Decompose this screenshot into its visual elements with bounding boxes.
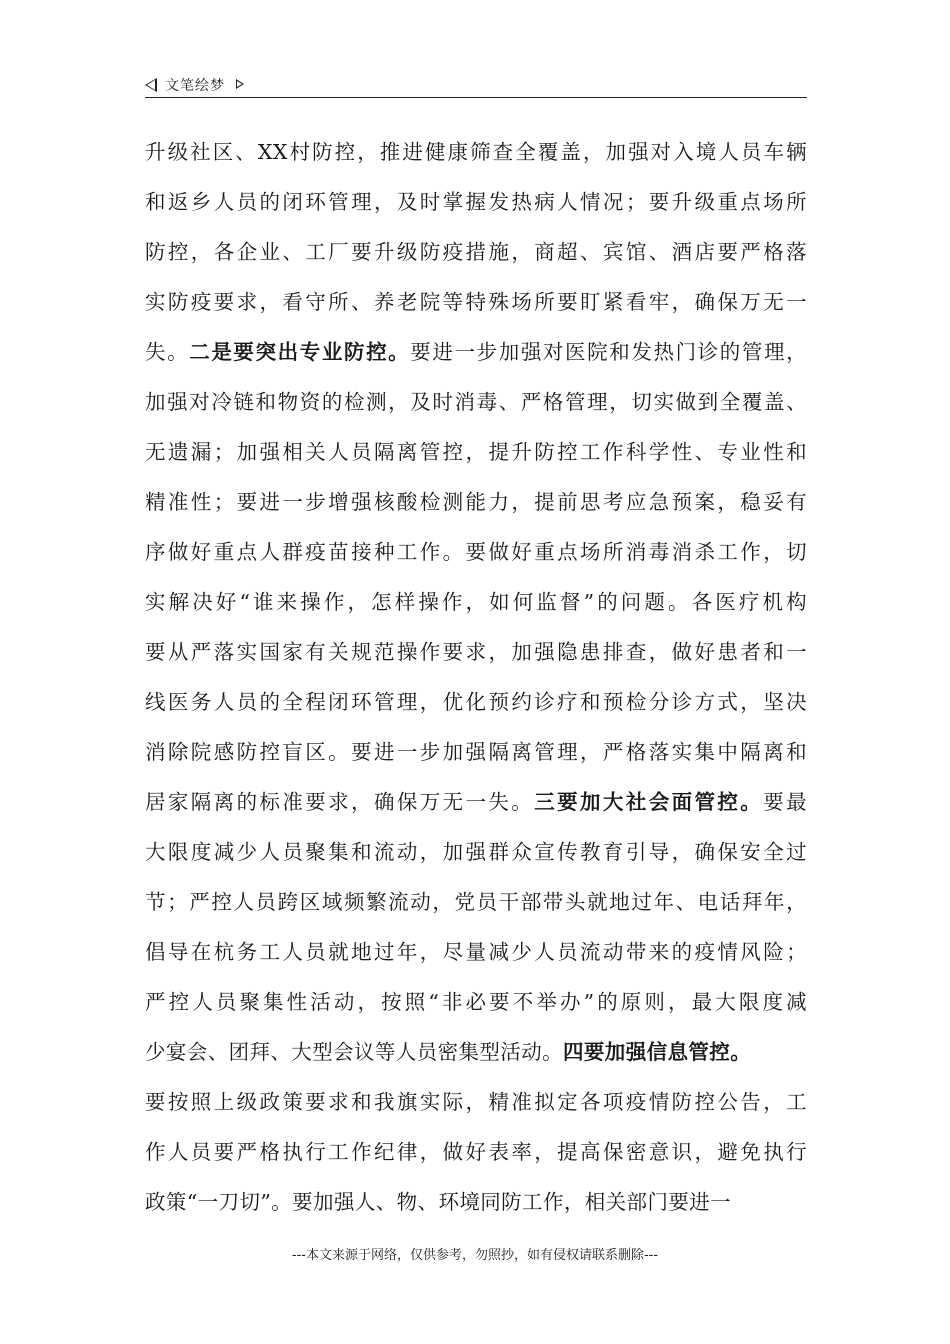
text-segment: 实防疫要求，看守所、养老院等特殊场所要盯紧看牢，确保万无一 bbox=[145, 290, 807, 314]
text-segment: 政策“一刀切”。要加强人、物、环境同防工作，相关部门要进一 bbox=[145, 1190, 732, 1214]
text-line bbox=[145, 1077, 807, 1127]
text-segment: 防控，各企业、工厂要升级防疫措施，商超、宾馆、酒店要严格落 bbox=[145, 240, 807, 264]
page-header bbox=[145, 72, 807, 98]
bold-heading-segment: 二是要突出专业防控。 bbox=[189, 340, 411, 364]
text-segment: 倡导在杭务工人员就地过年，尽量减少人员流动带来的疫情风险； bbox=[145, 940, 807, 964]
text-segment: 升级社区、XX村防控，推进健康筛查全覆盖，加强对入境人员车辆 bbox=[145, 140, 807, 164]
text-segment: 无遗漏；加强相关人员隔离管控，提升防控工作科学性、专业性和 bbox=[145, 440, 807, 464]
text-line bbox=[145, 177, 807, 227]
text-line bbox=[145, 527, 807, 577]
header-brand: 文笔绘梦 bbox=[165, 78, 225, 94]
text-segment: 要从严落实国家有关规范操作要求，加强隐患排查，做好患者和一 bbox=[145, 640, 807, 664]
text-segment: 要按照上级政策要求和我旗实际，精准拟定各项疫情防控公告，工 bbox=[145, 1090, 807, 1114]
text-segment: 序做好重点人群疫苗接种工作。要做好重点场所消毒消杀工作，切 bbox=[145, 540, 807, 564]
text-line bbox=[145, 427, 807, 477]
text-segment: 加强对冷链和物资的检测，及时消毒、严格管理，切实做到全覆盖、 bbox=[145, 390, 807, 414]
text-line bbox=[145, 327, 807, 377]
left-triangle-icon bbox=[145, 78, 157, 92]
text-line bbox=[145, 277, 807, 327]
text-segment: 少宴会、团拜、大型会议等人员密集型活动。 bbox=[145, 1040, 563, 1064]
text-segment: 消除院感防控盲区。要进一步加强隔离管理，严格落实集中隔离和 bbox=[145, 740, 807, 764]
text-line bbox=[145, 627, 807, 677]
text-line bbox=[145, 677, 807, 727]
text-line bbox=[145, 1027, 807, 1077]
text-line bbox=[145, 727, 807, 777]
text-line bbox=[145, 377, 807, 427]
text-line bbox=[145, 1177, 807, 1227]
text-line bbox=[145, 1127, 807, 1177]
bold-heading-segment: 三要加大社会面管控。 bbox=[534, 790, 764, 814]
text-segment: 和返乡人员的闭环管理，及时掌握发热病人情况；要升级重点场所 bbox=[145, 190, 807, 214]
text-segment: 要最 bbox=[763, 790, 807, 814]
text-line bbox=[145, 877, 807, 927]
text-segment: 严控人员聚集性活动，按照“非必要不举办”的原则，最大限度减 bbox=[145, 990, 807, 1014]
text-segment: 作人员要严格执行工作纪律，做好表率，提高保密意识，避免执行 bbox=[145, 1140, 807, 1164]
text-line bbox=[145, 777, 807, 827]
text-segment: 精准性；要进一步增强核酸检测能力，提前思考应急预案，稳妥有 bbox=[145, 490, 807, 514]
document-body bbox=[145, 127, 807, 1227]
header-divider bbox=[145, 97, 807, 98]
text-line bbox=[145, 477, 807, 527]
text-segment: 居家隔离的标准要求，确保万无一失。 bbox=[145, 790, 535, 814]
text-segment: 要进一步加强对医院和发热门诊的管理， bbox=[410, 340, 808, 364]
text-line bbox=[145, 127, 807, 177]
text-segment: 线医务人员的全程闭环管理，优化预约诊疗和预检分诊方式，坚决 bbox=[145, 690, 807, 714]
right-triangle-icon bbox=[236, 79, 244, 89]
text-line bbox=[145, 577, 807, 627]
footer-disclaimer: ---本文来源于网络，仅供参考，勿照抄，如有侵权请联系删除--- bbox=[291, 1248, 659, 1263]
text-line bbox=[145, 977, 807, 1027]
text-segment: 节；严控人员跨区域频繁流动，党员干部带头就地过年、电话拜年， bbox=[145, 890, 807, 914]
text-segment: 失。 bbox=[145, 340, 190, 364]
bold-heading-segment: 四要加强信息管控。 bbox=[563, 1040, 752, 1064]
text-segment: 实解决好“谁来操作，怎样操作，如何监督”的问题。各医疗机构 bbox=[145, 590, 807, 614]
text-line bbox=[145, 227, 807, 277]
text-segment: 大限度减少人员聚集和流动，加强群众宣传教育引导，确保安全过 bbox=[145, 840, 807, 864]
text-line bbox=[145, 927, 807, 977]
text-line bbox=[145, 827, 807, 877]
